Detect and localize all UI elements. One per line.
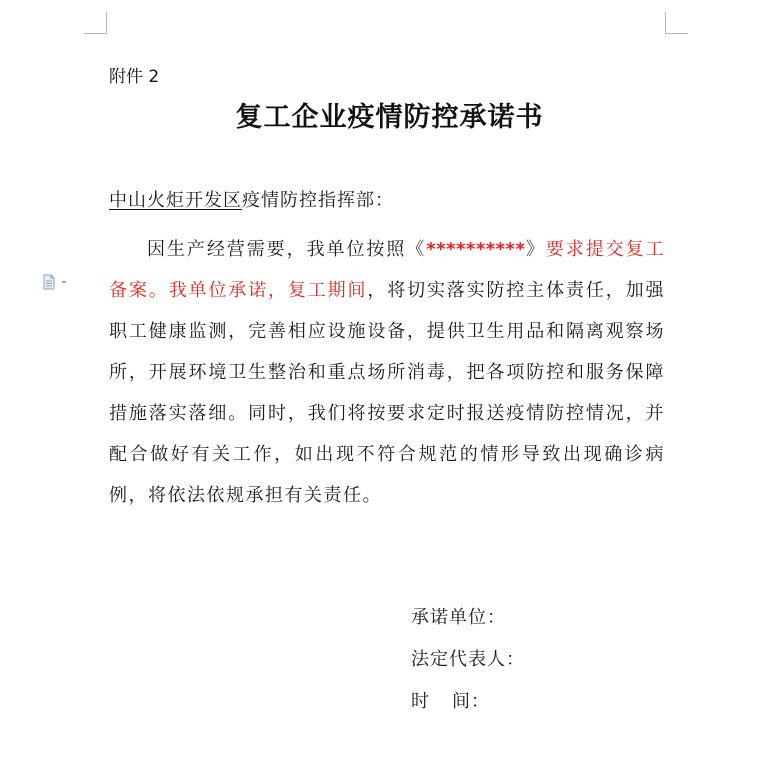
crop-mark-top-right-vertical [665,12,666,34]
attachment-label: 附件 2 [109,67,160,87]
body-highlighted-text: 要求提交复工备案。我单位承诺，复工期间 [109,239,666,301]
document-icon [42,274,72,290]
signature-time-char-2: 间： [452,691,490,712]
body-rest: ，将切实落实防控主体责任，加强职工健康监测，完善相应设施设备，提供卫生用品和隔离观察场所，开展环境卫生整治和重点场所消毒，把各项防控和服务保障措施落实落细。同时，我们将按要求定时报送疫情防控情况，并配合做好有关工作，如出现不符合规范的情形导致出现确诊病例，将依法依规承担有关责任。 [109,280,666,506]
paragraph-marker[interactable] [42,274,72,290]
addressee-line [109,188,394,214]
crop-mark-top-left-horizontal [84,33,106,34]
addressee-department: 疫情防控指挥部： [242,190,394,211]
addressee-organization: 中山火炬开发区 [109,190,242,211]
body-intro: 因生产经营需要，我单位按照《 [147,239,427,260]
document-name-placeholder: ********** [426,239,526,260]
crop-mark-top-left-vertical [106,12,107,34]
signature-time-char-1: 时 [411,691,430,712]
signature-unit: 承诺单位： [411,607,506,628]
signature-time [411,690,490,714]
crop-mark-top-right-horizontal [666,33,688,34]
body-close-quote: 》 [525,239,546,260]
commitment-body [109,229,665,516]
document-title: 复工企业疫情防控承诺书 [235,102,544,133]
signature-legal-representative: 法定代表人： [411,649,525,670]
